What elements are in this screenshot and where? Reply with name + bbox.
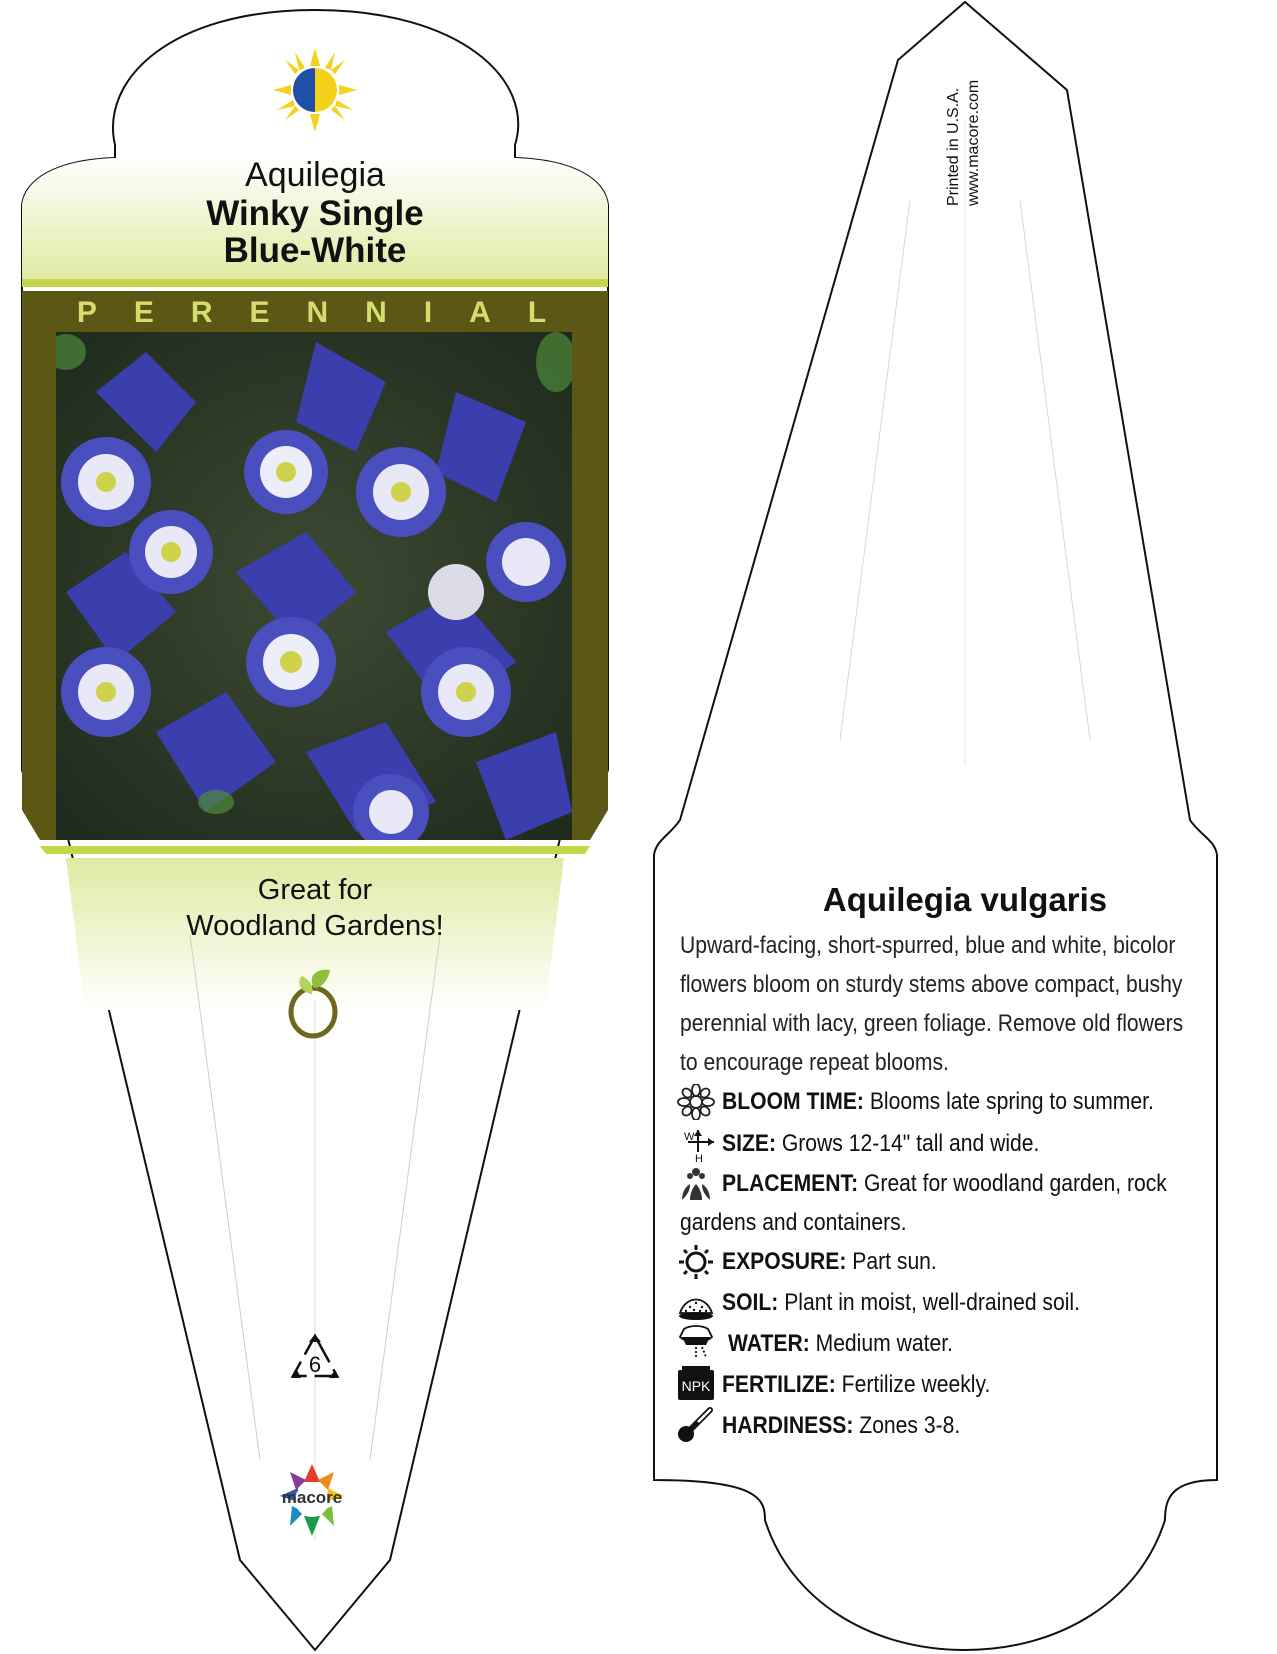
tagline-line-1: Great for xyxy=(257,874,373,906)
spec-label: PLACEMENT: xyxy=(722,1170,859,1197)
thermometer-icon xyxy=(676,1406,716,1442)
sun-icon xyxy=(676,1244,716,1280)
spec-size xyxy=(722,1124,1039,1163)
spec-fertilize xyxy=(722,1365,990,1404)
description-line: to encourage repeat blooms. xyxy=(680,1049,949,1076)
spec-value: Great for woodland garden, rock xyxy=(858,1170,1167,1197)
spec-placement xyxy=(722,1164,1167,1203)
brand-name: macore xyxy=(281,1488,343,1507)
spec-value: Part sun. xyxy=(846,1248,937,1275)
spec-placement-continued: gardens and containers. xyxy=(680,1209,907,1236)
plant-category: PERENNIAL xyxy=(76,296,584,329)
spec-value: Zones 3-8. xyxy=(853,1412,961,1439)
variety-color: Blue-White xyxy=(223,231,407,270)
description-line: perennial with lacy, green foliage. Remove old flowers xyxy=(680,1010,1184,1037)
flower-icon xyxy=(676,1084,716,1120)
printed-in: Printed in U.S.A. xyxy=(945,87,962,206)
spec-exposure xyxy=(722,1242,937,1281)
spec-label: HARDINESS: xyxy=(722,1412,854,1439)
spec-hardiness xyxy=(722,1406,960,1445)
spec-value: Blooms late spring to summer. xyxy=(863,1088,1154,1115)
spec-label: SIZE: xyxy=(722,1130,776,1157)
description-line: Upward-facing, short-spurred, blue and white, bicolor xyxy=(680,932,1176,959)
spec-soil xyxy=(722,1283,1080,1322)
website-url: www.macore.com xyxy=(965,79,982,206)
spec-water xyxy=(728,1324,953,1363)
botanical-name: Aquilegia vulgaris xyxy=(822,881,1108,918)
npk-icon xyxy=(676,1366,716,1402)
tagline-line-2: Woodland Gardens! xyxy=(186,910,444,942)
plant-genus: Aquilegia xyxy=(245,156,385,194)
spec-label: BLOOM TIME: xyxy=(722,1088,864,1115)
spec-label: WATER: xyxy=(728,1330,810,1357)
recycle-number: 6 xyxy=(308,1352,322,1377)
print-info xyxy=(944,80,984,206)
npk-label: NPK xyxy=(681,1378,711,1394)
spec-label: FERTILIZE: xyxy=(722,1371,836,1398)
spec-value: Plant in moist, well-drained soil. xyxy=(778,1289,1080,1316)
variety-name: Winky Single xyxy=(206,194,424,233)
watering-can-icon xyxy=(676,1325,716,1361)
placement-icon xyxy=(676,1166,716,1202)
plant-description xyxy=(680,926,1252,1082)
spec-label: EXPOSURE: xyxy=(722,1248,847,1275)
size-wh-icon xyxy=(676,1126,716,1162)
spec-value: Grows 12-14" tall and wide. xyxy=(775,1130,1040,1157)
spec-value: Medium water. xyxy=(809,1330,953,1357)
size-h-letter: H xyxy=(695,1153,703,1162)
soil-icon xyxy=(676,1285,716,1321)
size-w-letter: W xyxy=(684,1131,695,1143)
spec-bloom-time xyxy=(722,1082,1154,1121)
spec-value: Fertilize weekly. xyxy=(835,1371,991,1398)
spec-label: SOIL: xyxy=(722,1289,779,1316)
description-line: flowers bloom on sturdy stems above compact, bushy xyxy=(680,971,1183,998)
